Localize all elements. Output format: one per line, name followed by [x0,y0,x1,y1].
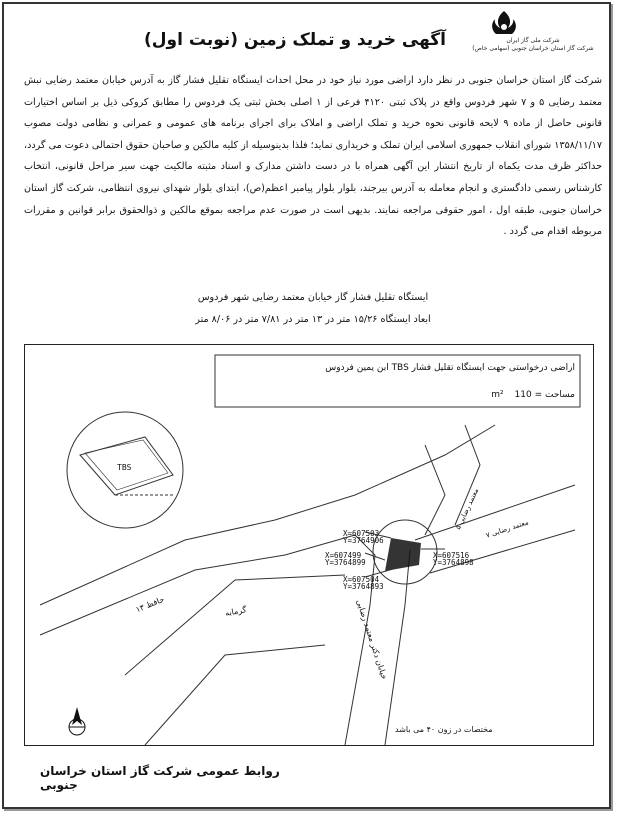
map-title: اراضی درخواستی جهت ایستگاه تقلیل فشار TBS ابن یمین فردوس [325,363,575,373]
north-arrow-icon [65,705,89,739]
road-edge-7 [125,575,345,675]
site-parcel [385,538,421,571]
street-garmabeh: گرمابه [224,605,248,618]
tbs-label: TBS [117,463,132,472]
logo-line-1: شرکت ملی گاز ایران [506,37,560,44]
road-edge-1 [40,425,495,605]
area-unit: m² [491,390,504,400]
coord-3: X=607516 Y=3764898 [433,551,474,567]
gas-flame-icon [486,10,522,36]
logo-line-2: شرکت گاز استان خراسان جنوبی (سهامی خاص) [472,45,594,52]
area-value: 110 [514,390,532,400]
coord-2: X=607499 Y=3764899 [325,551,366,567]
area-label: مساحت = [534,390,575,400]
road-edge-8 [145,645,325,745]
street-2: معتمد رضایی ۵ [454,487,481,531]
map-coordinate-note: مختصات در زون ۴۰ می باشد [395,725,493,734]
station-name: ایستگاه تقلیل فشار گاز خیابان معتمد رضایی شهر فردوس [197,292,429,303]
coord-1: X=607503 Y=3764906 [343,529,384,545]
map-drawing [25,345,595,747]
announcement-body [24,70,602,243]
street-main: خیابان دکتر معتمد رضایی [354,598,389,681]
station-dimensions: ابعاد ایستگاه ۱۵/۲۶ متر در ۱۳ متر در ۷/۸۱ متر در ۸/۰۶ متر [195,314,431,325]
road-edge-2 [40,535,355,635]
page-title: آگهی خرید و تملک زمین (نوبت اول) [143,30,447,50]
street-3: معتمد رضایی ۷ [484,518,530,540]
street-hafez: حافظ ۱۳ [134,594,166,615]
coord-4: X=607504 Y=3764893 [343,575,384,591]
footer-credit: روابط عمومی شرکت گاز استان خراسان جنوبی [40,764,280,792]
announcement-paragraph: شرکت گاز استان خراسان جنوبی در نظر دارد اراضی مورد نیاز خود در محل احداث ایستگاه تقلیل فشار گاز به آدرس خیابان معتمد رضایی نبش معتمد رضایی ۵ و ۷ شهر فردوس واقع در پلاک ثبتی ۴۱۲۰ فرعی از ۱ اصلی بخش ثبتی یک فردوس را مطابق کروکی ذیل بر اساس اختیارات قانونی حاصل از ماده ۹ لایحه قانونی نحوه خرید و تملک اراضی و املاک برای اجرای برنامه های عمومی و عمرانی و نظامی دولت مصوب ۱۳۵۸/۱۱/۱۷ شورای انقلاب جمهوری اسلامی ایران تملک و خریداری نماید؛ فلذا بدینوسیله از کلیه مالکین و صاحبان حقوق احتمالی دعوت می گردد، حداکثر ظرف مدت یکماه از تاریخ انتشار این آگهی همراه با در دست داشتن مدارک و اسناد مثبته مالکیت جهت سیر مراحل قانونی، انتخاب کارشناس رسمی دادگستری و انجام معامله به آدرس بیرجند، بلوار بلوار پیامبر اعظم(ص)، ابتدای بلوار شهدای نیروی انتظامی، شرکت گاز استان خراسان جنوبی، طبقه اول ، امور حقوقی مراجعه نمایند. بدیهی است در صورت عدم مراجعه بموقع مالکین و ذوالحقوق برابر قوانین و مقررات مربوطه اقدام می گردد . [24,75,602,238]
map-area [265,390,575,400]
company-logo [468,10,598,56]
site-map [24,344,594,746]
